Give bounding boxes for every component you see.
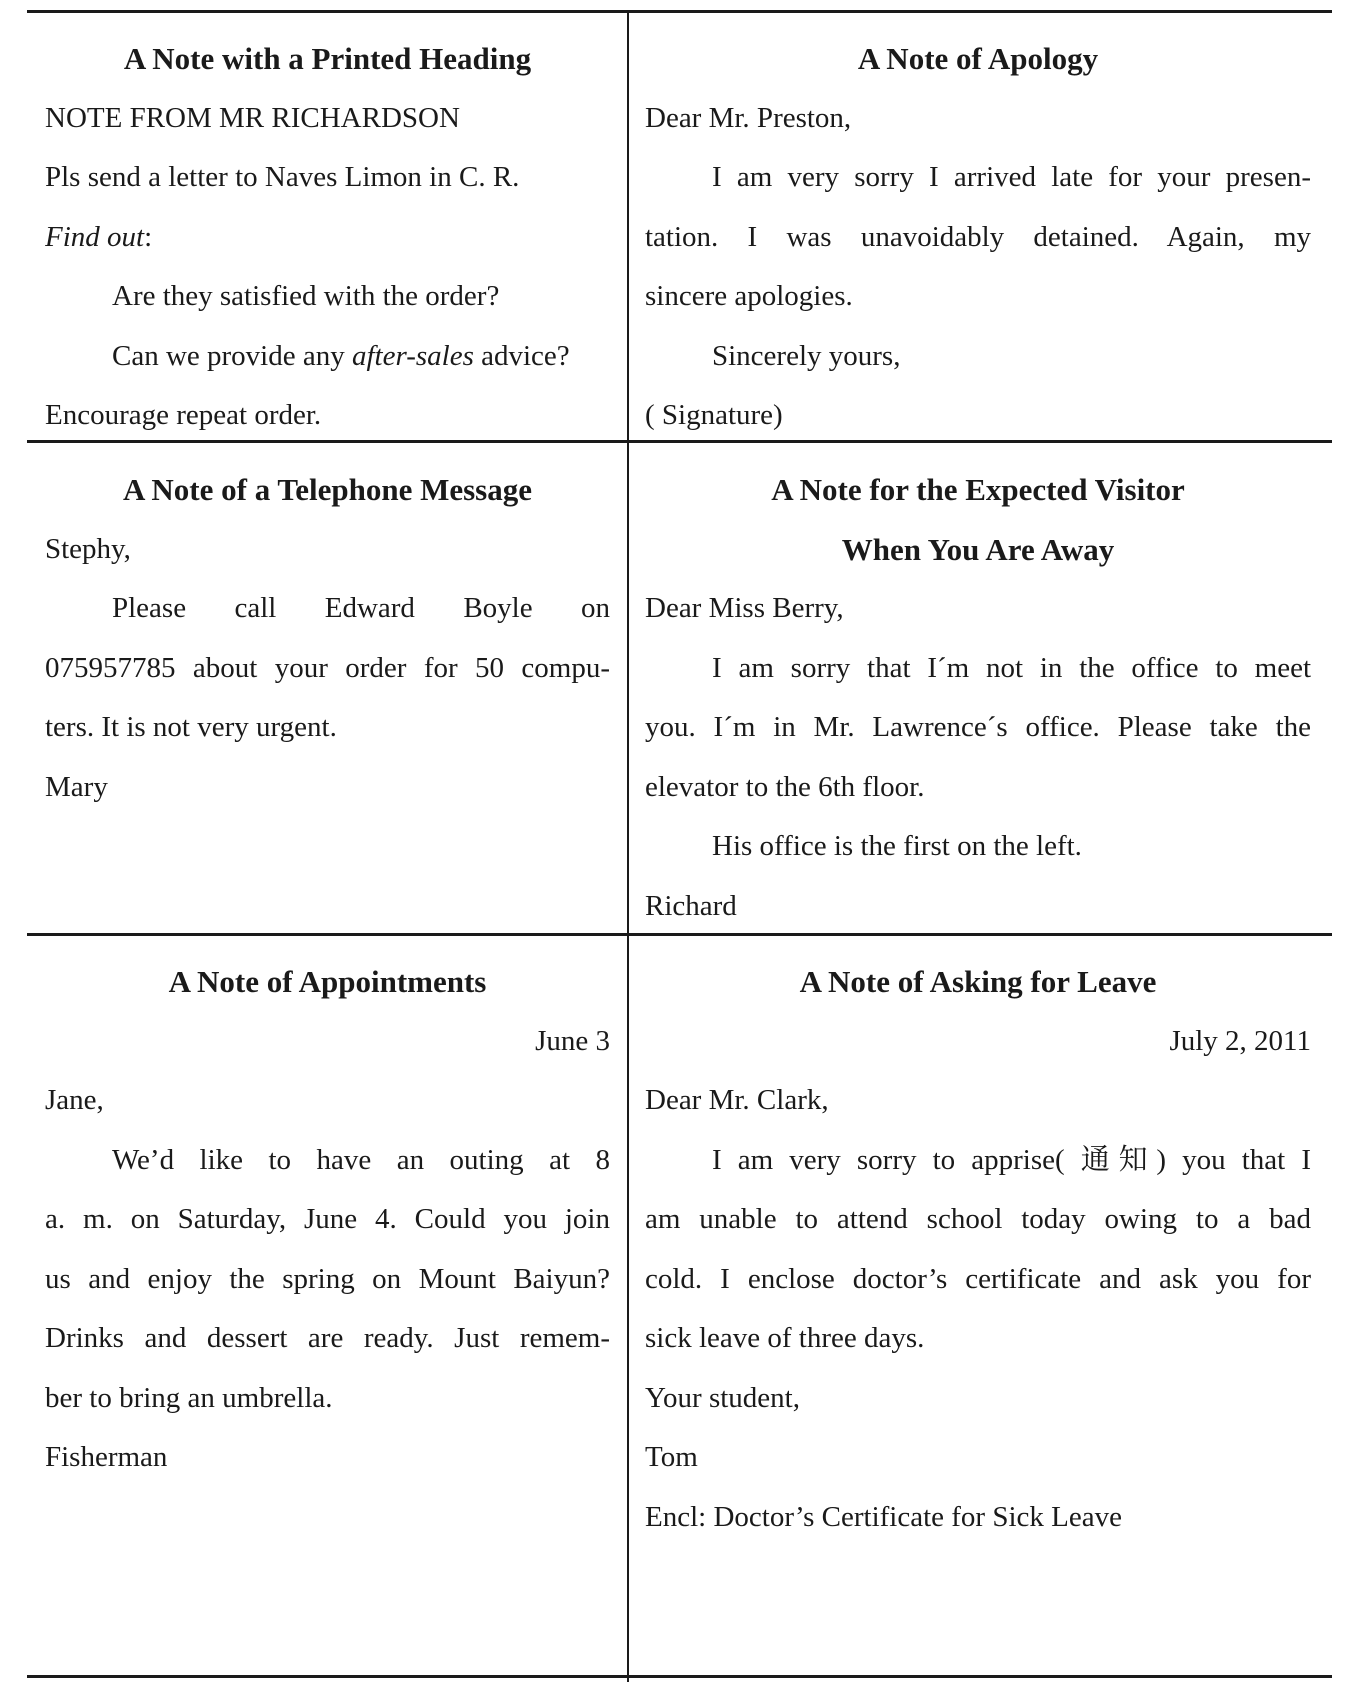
note-body-line: tation. I was unavoidably detained. Again, my — [645, 220, 1311, 253]
note-body-line: ber to bring an umbrella. — [45, 1381, 333, 1414]
note-body-line: ters. It is not very urgent. — [45, 711, 337, 743]
note-title: A Note of Apology — [857, 41, 1099, 76]
note-body-line: Drinks and dessert are ready. Just remem- — [45, 1322, 610, 1354]
question-line — [45, 327, 610, 387]
note-body-line: We’d like to have an outing at 8 — [112, 1143, 610, 1176]
note-title: A Note with a Printed Heading — [123, 41, 532, 76]
find-out-colon: : — [144, 220, 153, 253]
note-title: A Note of Appointments — [168, 964, 487, 999]
note-body-line: I am very sorry I arrived late for your presen- — [712, 161, 1311, 193]
note-body-line: Please call Edward Boyle on — [112, 592, 610, 624]
note-signoff: Mary — [45, 770, 108, 803]
note-body-line: I am very sorry to apprise( 通知) you that I — [712, 1143, 1311, 1176]
note-body-line: His office is the first on the left. — [712, 830, 1082, 862]
note-salutation: Dear Mr. Preston, — [645, 101, 852, 134]
note-signoff: Tom — [645, 1441, 698, 1473]
printed-heading-text: NOTE FROM MR RICHARDSON — [45, 101, 460, 134]
note-salutation: Dear Miss Berry, — [645, 592, 844, 624]
note-salutation: Dear Mr. Clark, — [645, 1084, 829, 1116]
note-date: June 3 — [535, 1024, 610, 1057]
note-signature: ( Signature) — [645, 399, 783, 431]
note-body-line: elevator to the 6th floor. — [645, 770, 925, 803]
note-signoff: Richard — [645, 889, 737, 922]
note-title: A Note of Asking for Leave — [799, 964, 1157, 999]
note-title: A Note for the Expected Visitor — [771, 472, 1185, 507]
note-closing: Encourage repeat order. — [45, 399, 322, 431]
note-asking-for-leave — [645, 952, 1311, 1547]
note-appointments — [45, 952, 610, 1488]
note-enclosure: Encl: Doctor’s Certificate for Sick Leave — [645, 1500, 1122, 1533]
note-salutation: Jane, — [45, 1084, 104, 1116]
note-closing: Your student, — [645, 1381, 800, 1414]
question-line: Are they satisfied with the order? — [112, 280, 500, 312]
note-body-line: cold. I enclose doctor’s certificate and ask you for — [645, 1262, 1311, 1295]
note-date: July 2, 2011 — [1169, 1024, 1311, 1057]
note-apology — [645, 29, 1311, 446]
find-out-text: Find out — [45, 220, 145, 253]
note-body-line: us and enjoy the spring on Mount Baiyun? — [45, 1262, 610, 1295]
note-body-line: am unable to attend school today owing to a bad — [645, 1203, 1311, 1235]
note-signoff: Fisherman — [45, 1441, 168, 1473]
note-body-line: I am sorry that I´m not in the office to meet — [712, 651, 1311, 684]
question-text: Can we provide any — [112, 339, 352, 372]
note-body-line: sick leave of three days. — [645, 1322, 925, 1354]
note-body-line: Pls send a letter to Naves Limon in C. R. — [45, 161, 520, 193]
note-body-line: sincere apologies. — [645, 280, 853, 312]
note-body-line: a. m. on Saturday, June 4. Could you join — [45, 1203, 610, 1235]
note-expected-visitor — [645, 460, 1311, 936]
table-rule-bottom — [27, 1675, 1332, 1678]
table-rule-top — [27, 10, 1332, 13]
note-body-line: you. I´m in Mr. Lawrence´s office. Please take the — [645, 711, 1311, 743]
note-subtitle: When You Are Away — [841, 531, 1115, 567]
note-body-line: 075957785 about your order for 50 compu- — [45, 651, 610, 684]
question-text: advice? — [473, 339, 570, 372]
note-printed-heading — [45, 29, 610, 446]
note-salutation: Stephy, — [45, 532, 131, 565]
table-rule-center — [627, 12, 629, 1682]
after-sales-term: after-sales — [352, 339, 474, 372]
note-closing: Sincerely yours, — [712, 339, 901, 372]
note-title: A Note of a Telephone Message — [122, 472, 532, 507]
note-telephone-message — [45, 460, 610, 817]
find-out-label — [45, 208, 610, 268]
